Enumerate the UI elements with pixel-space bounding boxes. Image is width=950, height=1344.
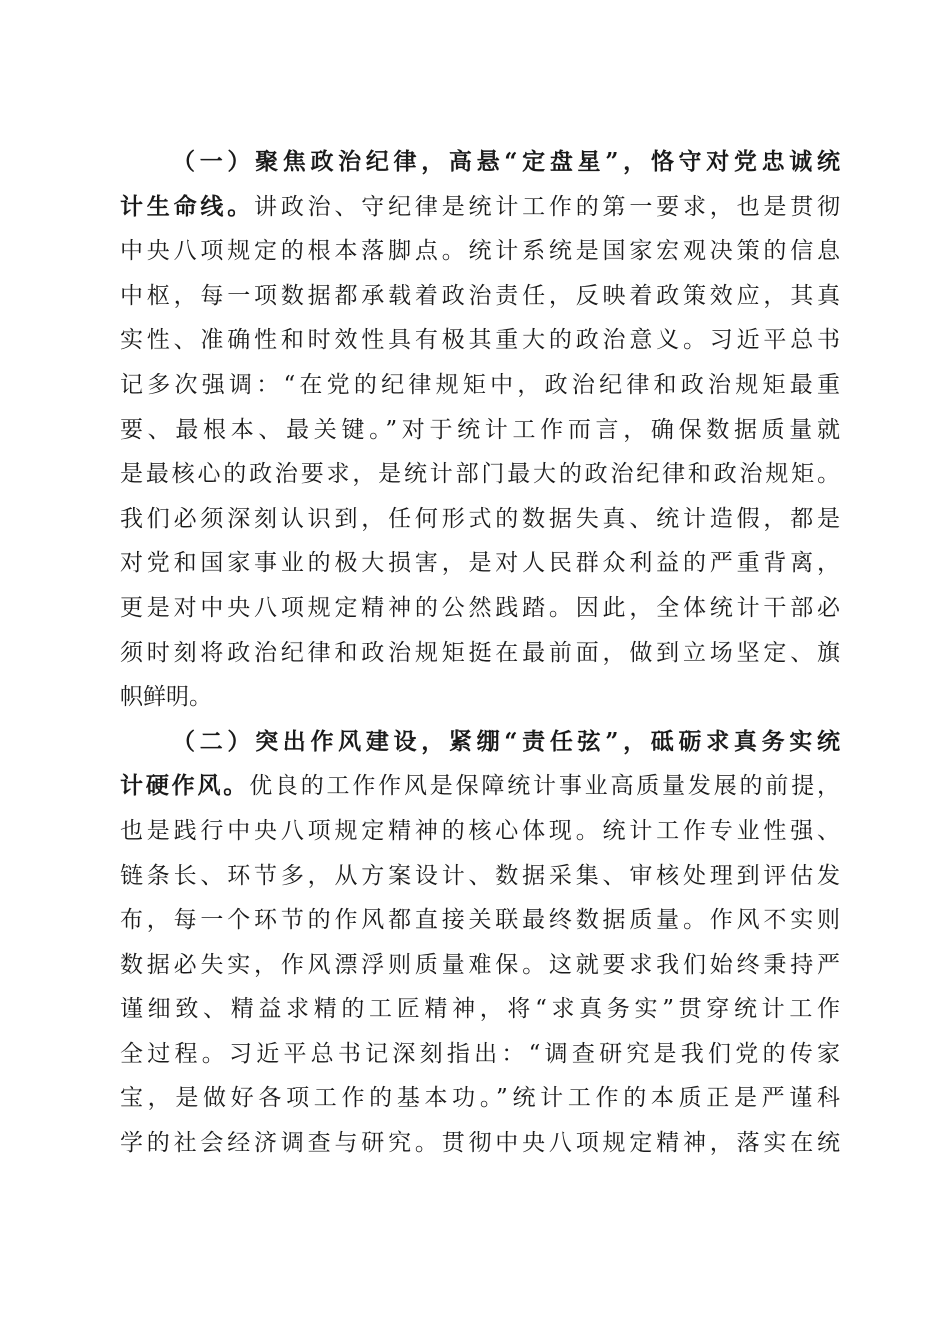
- paragraph-text: 记多次强调：“在党的纪律规矩中，政治纪律和政治规矩最重: [120, 371, 840, 398]
- paragraph-line: [120, 764, 840, 809]
- section-heading: （一）聚焦政治纪律，高悬“定盘星”，恪守对党忠诚统: [172, 148, 840, 175]
- paragraph-line: [120, 1121, 840, 1166]
- paragraph-line: [120, 452, 840, 497]
- paragraph-text: 布，每一个环节的作风都直接关联最终数据质量。作风不实则: [120, 907, 840, 934]
- paragraph-line: [120, 675, 840, 720]
- paragraph-line: [120, 318, 840, 363]
- paragraph-text: 更是对中央八项规定精神的公然践踏。因此，全体统计干部必: [120, 594, 840, 621]
- paragraph-text: 实性、准确性和时效性具有极其重大的政治意义。习近平总书: [120, 327, 840, 354]
- paragraph-line: [120, 1032, 840, 1077]
- section-2: [120, 720, 840, 1166]
- document-body: [120, 140, 840, 1166]
- paragraph-line: [120, 720, 840, 765]
- paragraph-text: 中枢，每一项数据都承载着政治责任，反映着政策效应，其真: [120, 282, 840, 309]
- paragraph-line: [120, 185, 840, 230]
- paragraph-text: 学的社会经济调查与研究。贯彻中央八项规定精神，落实在统: [120, 1130, 840, 1157]
- section-1: [120, 140, 840, 720]
- paragraph-text: 中央八项规定的根本落脚点。统计系统是国家宏观决策的信息: [120, 238, 840, 265]
- paragraph-text: 优良的工作作风是保障统计事业高质量发展的前提，: [249, 773, 841, 800]
- section-heading: 计生命线。: [120, 192, 255, 220]
- paragraph-line: [120, 987, 840, 1032]
- paragraph-line: [120, 140, 840, 185]
- paragraph-text: 要、最根本、最关键。”对于统计工作而言，确保数据质量就: [120, 416, 840, 443]
- paragraph-text: 须时刻将政治纪律和政治规矩挺在最前面，做到立场坚定、旗: [120, 639, 840, 666]
- paragraph-text: 对党和国家事业的极大损害，是对人民群众利益的严重背离，: [120, 550, 840, 577]
- paragraph-line: [120, 363, 840, 408]
- paragraph-text: 全过程。习近平总书记深刻指出：“调查研究是我们党的传家: [120, 1040, 840, 1067]
- paragraph-line: [120, 586, 840, 631]
- paragraph-text: 链条长、环节多，从方案设计、数据采集、审核处理到评估发: [120, 862, 840, 889]
- paragraph-text: 帜鲜明。: [120, 684, 212, 711]
- paragraph-text: 是最核心的政治要求，是统计部门最大的政治纪律和政治规矩。: [120, 461, 840, 488]
- paragraph-text: 数据必失实，作风漂浮则质量难保。这就要求我们始终秉持严: [120, 951, 840, 978]
- paragraph-line: [120, 1076, 840, 1121]
- paragraph-line: [120, 943, 840, 988]
- paragraph-line: [120, 631, 840, 676]
- paragraph-text: 宝，是做好各项工作的基本功。”统计工作的本质正是严谨科: [120, 1085, 840, 1112]
- section-heading: 计硬作风。: [120, 772, 250, 800]
- paragraph-line: [120, 274, 840, 319]
- paragraph-line: [120, 898, 840, 943]
- paragraph-line: [120, 497, 840, 542]
- paragraph-text: 讲政治、守纪律是统计工作的第一要求，也是贯彻: [254, 193, 841, 220]
- paragraph-line: [120, 809, 840, 854]
- paragraph-text: 也是践行中央八项规定精神的核心体现。统计工作专业性强、: [120, 817, 840, 844]
- paragraph-text: 我们必须深刻认识到，任何形式的数据失真、统计造假，都是: [120, 505, 840, 532]
- section-heading: （二）突出作风建设，紧绷“责任弦”，砥砺求真务实统: [172, 727, 840, 755]
- paragraph-line: [120, 541, 840, 586]
- paragraph-text: 谨细致、精益求精的工匠精神，将“求真务实”贯穿统计工作: [120, 996, 840, 1023]
- paragraph-line: [120, 408, 840, 453]
- paragraph-line: [120, 229, 840, 274]
- paragraph-line: [120, 854, 840, 899]
